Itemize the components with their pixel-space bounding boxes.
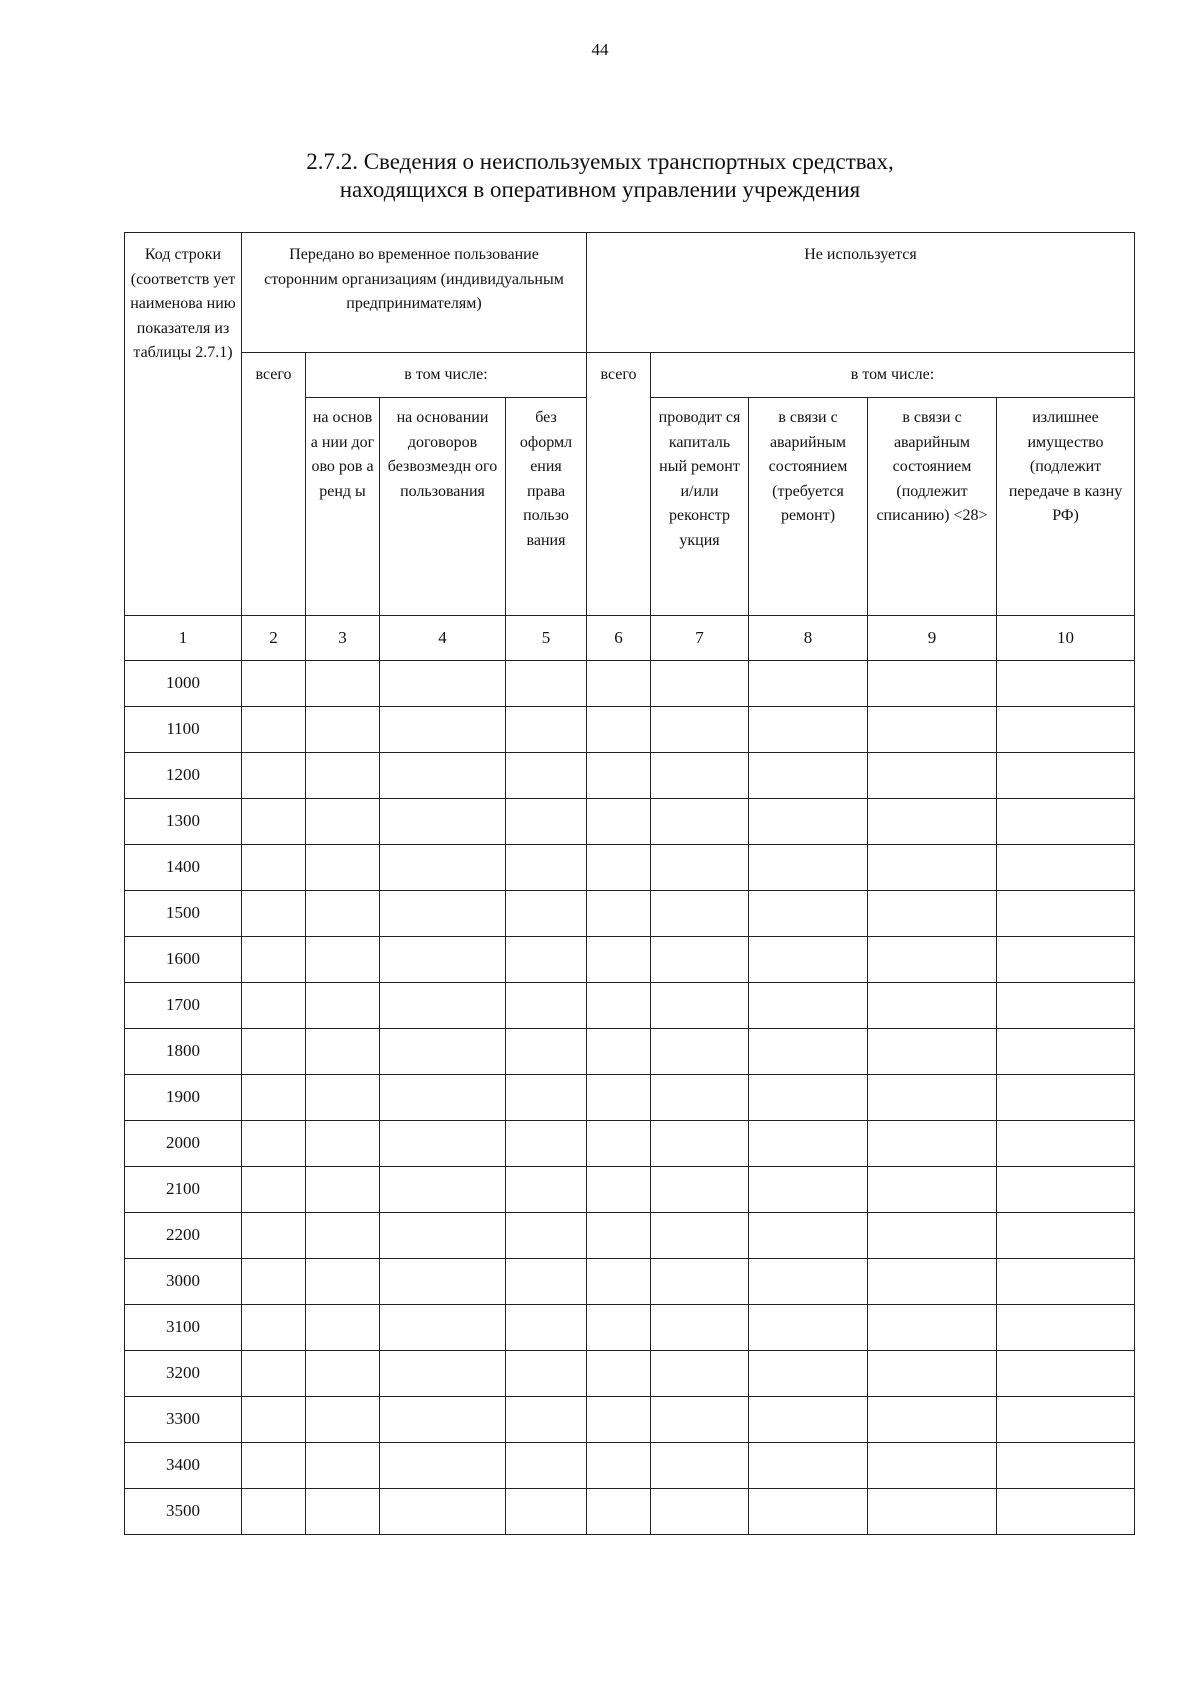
table-cell-col-8[interactable] xyxy=(749,1443,868,1489)
table-cell-col-3[interactable] xyxy=(306,937,380,983)
row-code-cell: 1900 xyxy=(125,1075,242,1121)
header-col-emergency-repair: в связи с аварийным состоянием (требуется ремонт) xyxy=(749,398,868,616)
table-cell-col-9[interactable] xyxy=(868,799,997,845)
table-cell-col-2[interactable] xyxy=(242,1029,306,1075)
table-cell-col-5[interactable] xyxy=(506,891,587,937)
table-cell-col-7[interactable] xyxy=(651,707,749,753)
table-cell-col-10[interactable] xyxy=(997,1443,1135,1489)
table-cell-col-5[interactable] xyxy=(506,1029,587,1075)
table-cell-col-2[interactable] xyxy=(242,1489,306,1535)
table-row xyxy=(125,661,1135,707)
row-code-cell: 1700 xyxy=(125,983,242,1029)
table-cell-col-3[interactable] xyxy=(306,891,380,937)
table-cell-col-4[interactable] xyxy=(380,753,506,799)
table-row xyxy=(125,937,1135,983)
header-not-used-total: всего xyxy=(587,353,651,616)
table-row xyxy=(125,1029,1135,1075)
table-cell-col-4[interactable] xyxy=(380,1305,506,1351)
column-number: 10 xyxy=(997,616,1135,661)
table-cell-col-10[interactable] xyxy=(997,1121,1135,1167)
table-cell-col-7[interactable] xyxy=(651,983,749,1029)
table-cell-col-4[interactable] xyxy=(380,891,506,937)
table-cell-col-3[interactable] xyxy=(306,1029,380,1075)
table-cell-col-5[interactable] xyxy=(506,1121,587,1167)
table-cell-col-2[interactable] xyxy=(242,799,306,845)
table-cell-col-9[interactable] xyxy=(868,1213,997,1259)
table-cell-col-3[interactable] xyxy=(306,983,380,1029)
table-cell-col-10[interactable] xyxy=(997,1167,1135,1213)
table-cell-col-3[interactable] xyxy=(306,1213,380,1259)
table-cell-col-5[interactable] xyxy=(506,1443,587,1489)
table-row xyxy=(125,707,1135,753)
column-number: 5 xyxy=(506,616,587,661)
table-cell-col-9[interactable] xyxy=(868,1029,997,1075)
row-code-cell: 3200 xyxy=(125,1351,242,1397)
table-cell-col-3[interactable] xyxy=(306,753,380,799)
header-col-emergency-writeoff: в связи с аварийным состоянием (подлежит списанию) <28> xyxy=(868,398,997,616)
table-cell-col-9[interactable] xyxy=(868,1305,997,1351)
table-cell-col-5[interactable] xyxy=(506,937,587,983)
row-code-cell: 1100 xyxy=(125,707,242,753)
table-cell-col-7[interactable] xyxy=(651,1397,749,1443)
table-cell-col-7[interactable] xyxy=(651,937,749,983)
table-cell-col-6[interactable] xyxy=(587,937,651,983)
table-cell-col-4[interactable] xyxy=(380,1259,506,1305)
row-code-cell: 1800 xyxy=(125,1029,242,1075)
table-row xyxy=(125,753,1135,799)
table-cell-col-2[interactable] xyxy=(242,1259,306,1305)
table-row xyxy=(125,1305,1135,1351)
table-cell-col-7[interactable] xyxy=(651,1305,749,1351)
table-row xyxy=(125,1397,1135,1443)
header-col-repair: проводит ся капиталь ный ремонт и/или реконстр укция xyxy=(651,398,749,616)
column-number: 2 xyxy=(242,616,306,661)
table-cell-col-4[interactable] xyxy=(380,707,506,753)
row-code-cell: 2200 xyxy=(125,1213,242,1259)
table-cell-col-6[interactable] xyxy=(587,1121,651,1167)
table-cell-col-2[interactable] xyxy=(242,1305,306,1351)
table-cell-col-8[interactable] xyxy=(749,1351,868,1397)
table-cell-col-6[interactable] xyxy=(587,1443,651,1489)
header-not-used-group: Не используется xyxy=(587,233,1135,353)
table-cell-col-10[interactable] xyxy=(997,1075,1135,1121)
table-cell-col-6[interactable] xyxy=(587,1029,651,1075)
table-cell-col-4[interactable] xyxy=(380,1489,506,1535)
table-cell-col-4[interactable] xyxy=(380,1351,506,1397)
table-cell-col-8[interactable] xyxy=(749,983,868,1029)
table-row xyxy=(125,1213,1135,1259)
table-row xyxy=(125,1121,1135,1167)
table-cell-col-4[interactable] xyxy=(380,1213,506,1259)
table-row xyxy=(125,891,1135,937)
table-cell-col-10[interactable] xyxy=(997,1351,1135,1397)
table-cell-col-5[interactable] xyxy=(506,845,587,891)
table-cell-col-5[interactable] xyxy=(506,753,587,799)
row-code-cell: 1500 xyxy=(125,891,242,937)
table-cell-col-4[interactable] xyxy=(380,1029,506,1075)
table-row xyxy=(125,1443,1135,1489)
table-cell-col-5[interactable] xyxy=(506,1397,587,1443)
table-cell-col-5[interactable] xyxy=(506,1213,587,1259)
table-cell-col-2[interactable] xyxy=(242,707,306,753)
table-cell-col-2[interactable] xyxy=(242,1167,306,1213)
table-cell-col-2[interactable] xyxy=(242,983,306,1029)
table-cell-col-6[interactable] xyxy=(587,1259,651,1305)
table-cell-col-2[interactable] xyxy=(242,891,306,937)
unused-vehicles-table xyxy=(124,232,1135,1535)
table-row xyxy=(125,1075,1135,1121)
table-cell-col-7[interactable] xyxy=(651,1259,749,1305)
table-cell-col-8[interactable] xyxy=(749,845,868,891)
row-code-cell: 2000 xyxy=(125,1121,242,1167)
table-cell-col-8[interactable] xyxy=(749,1075,868,1121)
table-cell-col-3[interactable] xyxy=(306,1489,380,1535)
page-number: 44 xyxy=(591,40,609,59)
table-cell-col-9[interactable] xyxy=(868,1489,997,1535)
table-cell-col-8[interactable] xyxy=(749,707,868,753)
column-number: 4 xyxy=(380,616,506,661)
table-cell-col-5[interactable] xyxy=(506,799,587,845)
table-cell-col-3[interactable] xyxy=(306,845,380,891)
table-cell-col-3[interactable] xyxy=(306,707,380,753)
header-not-used-incl: в том числе: xyxy=(651,353,1135,398)
title-line-2: находящихся в оперативном управлении учреждения xyxy=(339,177,861,202)
table-cell-col-7[interactable] xyxy=(651,661,749,707)
table-cell-col-8[interactable] xyxy=(749,799,868,845)
table-cell-col-8[interactable] xyxy=(749,1121,868,1167)
table-cell-col-5[interactable] xyxy=(506,1351,587,1397)
table-cell-col-9[interactable] xyxy=(868,661,997,707)
table-cell-col-3[interactable] xyxy=(306,1397,380,1443)
table-cell-col-5[interactable] xyxy=(506,1075,587,1121)
table-row xyxy=(125,1259,1135,1305)
table-cell-col-8[interactable] xyxy=(749,1397,868,1443)
column-number: 8 xyxy=(749,616,868,661)
table-row xyxy=(125,845,1135,891)
table-cell-col-3[interactable] xyxy=(306,799,380,845)
table-cell-col-10[interactable] xyxy=(997,1305,1135,1351)
table-cell-col-7[interactable] xyxy=(651,1075,749,1121)
table-cell-col-8[interactable] xyxy=(749,753,868,799)
row-code-cell: 1000 xyxy=(125,661,242,707)
table-cell-col-3[interactable] xyxy=(306,1305,380,1351)
table-row xyxy=(125,1489,1135,1535)
table-row xyxy=(125,983,1135,1029)
table-cell-col-8[interactable] xyxy=(749,661,868,707)
row-code-cell: 2100 xyxy=(125,1167,242,1213)
table-cell-col-2[interactable] xyxy=(242,1443,306,1489)
header-col-free-use: на основании договоров безвозмездн ого пользования xyxy=(380,398,506,616)
table-cell-col-4[interactable] xyxy=(380,845,506,891)
column-number: 3 xyxy=(306,616,380,661)
table-cell-col-10[interactable] xyxy=(997,891,1135,937)
table-cell-col-10[interactable] xyxy=(997,1259,1135,1305)
table-cell-col-3[interactable] xyxy=(306,1259,380,1305)
header-col-no-title: без оформл ения права пользо вания xyxy=(506,398,587,616)
table-cell-col-8[interactable] xyxy=(749,1167,868,1213)
table-cell-col-9[interactable] xyxy=(868,753,997,799)
row-code-cell: 1600 xyxy=(125,937,242,983)
table-cell-col-2[interactable] xyxy=(242,1397,306,1443)
row-code-cell: 3300 xyxy=(125,1397,242,1443)
table-cell-col-9[interactable] xyxy=(868,1443,997,1489)
table-cell-col-4[interactable] xyxy=(380,1121,506,1167)
table-cell-col-6[interactable] xyxy=(587,891,651,937)
table-cell-col-6[interactable] xyxy=(587,983,651,1029)
table-cell-col-7[interactable] xyxy=(651,1443,749,1489)
row-code-cell: 3500 xyxy=(125,1489,242,1535)
table-cell-col-10[interactable] xyxy=(997,753,1135,799)
table-cell-col-10[interactable] xyxy=(997,799,1135,845)
table-cell-col-2[interactable] xyxy=(242,1121,306,1167)
table-cell-col-6[interactable] xyxy=(587,1489,651,1535)
column-number: 6 xyxy=(587,616,651,661)
table-cell-col-8[interactable] xyxy=(749,937,868,983)
table-cell-col-3[interactable] xyxy=(306,1075,380,1121)
table-cell-col-6[interactable] xyxy=(587,1167,651,1213)
table-cell-col-4[interactable] xyxy=(380,661,506,707)
header-row-code: Код строки (соответств ует наименова нию показателя из таблицы 2.7.1) xyxy=(125,233,242,616)
page-title xyxy=(0,148,1200,204)
table-cell-col-6[interactable] xyxy=(587,707,651,753)
table-cell-col-6[interactable] xyxy=(587,799,651,845)
table-cell-col-4[interactable] xyxy=(380,1167,506,1213)
table-cell-col-5[interactable] xyxy=(506,1167,587,1213)
table-cell-col-9[interactable] xyxy=(868,707,997,753)
table-cell-col-8[interactable] xyxy=(749,1213,868,1259)
header-col-lease: на основа нии догово ров аренд ы xyxy=(306,398,380,616)
table-cell-col-7[interactable] xyxy=(651,1351,749,1397)
row-code-cell: 1400 xyxy=(125,845,242,891)
table-cell-col-10[interactable] xyxy=(997,845,1135,891)
table-cell-col-5[interactable] xyxy=(506,1489,587,1535)
table-cell-col-7[interactable] xyxy=(651,1121,749,1167)
table-cell-col-9[interactable] xyxy=(868,1121,997,1167)
table-cell-col-6[interactable] xyxy=(587,1213,651,1259)
column-number: 9 xyxy=(868,616,997,661)
table-cell-col-4[interactable] xyxy=(380,1397,506,1443)
table-cell-col-6[interactable] xyxy=(587,1351,651,1397)
table-cell-col-2[interactable] xyxy=(242,1213,306,1259)
table-cell-col-9[interactable] xyxy=(868,1351,997,1397)
table-cell-col-9[interactable] xyxy=(868,891,997,937)
table-cell-col-7[interactable] xyxy=(651,845,749,891)
table-cell-col-5[interactable] xyxy=(506,1259,587,1305)
table-cell-col-2[interactable] xyxy=(242,1075,306,1121)
table-cell-col-6[interactable] xyxy=(587,1075,651,1121)
table-cell-col-3[interactable] xyxy=(306,1443,380,1489)
table-cell-col-6[interactable] xyxy=(587,753,651,799)
table-cell-col-3[interactable] xyxy=(306,1121,380,1167)
table-row xyxy=(125,1351,1135,1397)
table-cell-col-2[interactable] xyxy=(242,937,306,983)
table-cell-col-2[interactable] xyxy=(242,1351,306,1397)
table-cell-col-6[interactable] xyxy=(587,661,651,707)
table-cell-col-8[interactable] xyxy=(749,891,868,937)
table-cell-col-8[interactable] xyxy=(749,1029,868,1075)
table-cell-col-2[interactable] xyxy=(242,753,306,799)
table-cell-col-10[interactable] xyxy=(997,1397,1135,1443)
row-code-cell: 3400 xyxy=(125,1443,242,1489)
column-number: 7 xyxy=(651,616,749,661)
header-transferred-group: Передано во временное пользование сторонним организациям (индивидуальным предпринимателям) xyxy=(242,233,587,353)
table-cell-col-8[interactable] xyxy=(749,1489,868,1535)
table-cell-col-6[interactable] xyxy=(587,1397,651,1443)
table-cell-col-7[interactable] xyxy=(651,1213,749,1259)
table-cell-col-10[interactable] xyxy=(997,1489,1135,1535)
table-cell-col-4[interactable] xyxy=(380,1443,506,1489)
column-number-row xyxy=(125,616,1135,661)
table-cell-col-5[interactable] xyxy=(506,1305,587,1351)
table-cell-col-7[interactable] xyxy=(651,1489,749,1535)
table-cell-col-5[interactable] xyxy=(506,661,587,707)
header-col-surplus: излишнее имущество (подлежит передаче в казну РФ) xyxy=(997,398,1135,616)
table-cell-col-7[interactable] xyxy=(651,799,749,845)
table-cell-col-10[interactable] xyxy=(997,1029,1135,1075)
table-cell-col-3[interactable] xyxy=(306,1167,380,1213)
header-transferred-incl: в том числе: xyxy=(306,353,587,398)
table-row xyxy=(125,1167,1135,1213)
table-cell-col-3[interactable] xyxy=(306,1351,380,1397)
table-cell-col-2[interactable] xyxy=(242,845,306,891)
table-cell-col-3[interactable] xyxy=(306,661,380,707)
table-cell-col-9[interactable] xyxy=(868,1167,997,1213)
table-cell-col-10[interactable] xyxy=(997,661,1135,707)
row-code-cell: 3100 xyxy=(125,1305,242,1351)
title-line-1: 2.7.2. Сведения о неиспользуемых транспортных средствах, xyxy=(306,149,894,174)
table-cell-col-4[interactable] xyxy=(380,937,506,983)
table-cell-col-6[interactable] xyxy=(587,1305,651,1351)
table-cell-col-7[interactable] xyxy=(651,1029,749,1075)
table-cell-col-2[interactable] xyxy=(242,661,306,707)
table-cell-col-9[interactable] xyxy=(868,845,997,891)
table-cell-col-7[interactable] xyxy=(651,1167,749,1213)
table-cell-col-9[interactable] xyxy=(868,983,997,1029)
table-cell-col-8[interactable] xyxy=(749,1259,868,1305)
table-cell-col-9[interactable] xyxy=(868,1259,997,1305)
table-cell-col-9[interactable] xyxy=(868,1075,997,1121)
table-cell-col-7[interactable] xyxy=(651,891,749,937)
table-cell-col-4[interactable] xyxy=(380,799,506,845)
table-header xyxy=(125,233,1135,661)
table-cell-col-5[interactable] xyxy=(506,707,587,753)
row-code-cell: 1200 xyxy=(125,753,242,799)
table-cell-col-5[interactable] xyxy=(506,983,587,1029)
column-number: 1 xyxy=(125,616,242,661)
table-body xyxy=(125,661,1135,1535)
row-code-cell: 1300 xyxy=(125,799,242,845)
table-cell-col-6[interactable] xyxy=(587,845,651,891)
table-cell-col-10[interactable] xyxy=(997,707,1135,753)
header-transferred-total: всего xyxy=(242,353,306,616)
table-cell-col-9[interactable] xyxy=(868,937,997,983)
table-cell-col-4[interactable] xyxy=(380,983,506,1029)
table-cell-col-10[interactable] xyxy=(997,937,1135,983)
table-cell-col-7[interactable] xyxy=(651,753,749,799)
table-cell-col-10[interactable] xyxy=(997,983,1135,1029)
table-cell-col-9[interactable] xyxy=(868,1397,997,1443)
table-cell-col-4[interactable] xyxy=(380,1075,506,1121)
table-cell-col-10[interactable] xyxy=(997,1213,1135,1259)
row-code-cell: 3000 xyxy=(125,1259,242,1305)
table-row xyxy=(125,799,1135,845)
table-cell-col-8[interactable] xyxy=(749,1305,868,1351)
